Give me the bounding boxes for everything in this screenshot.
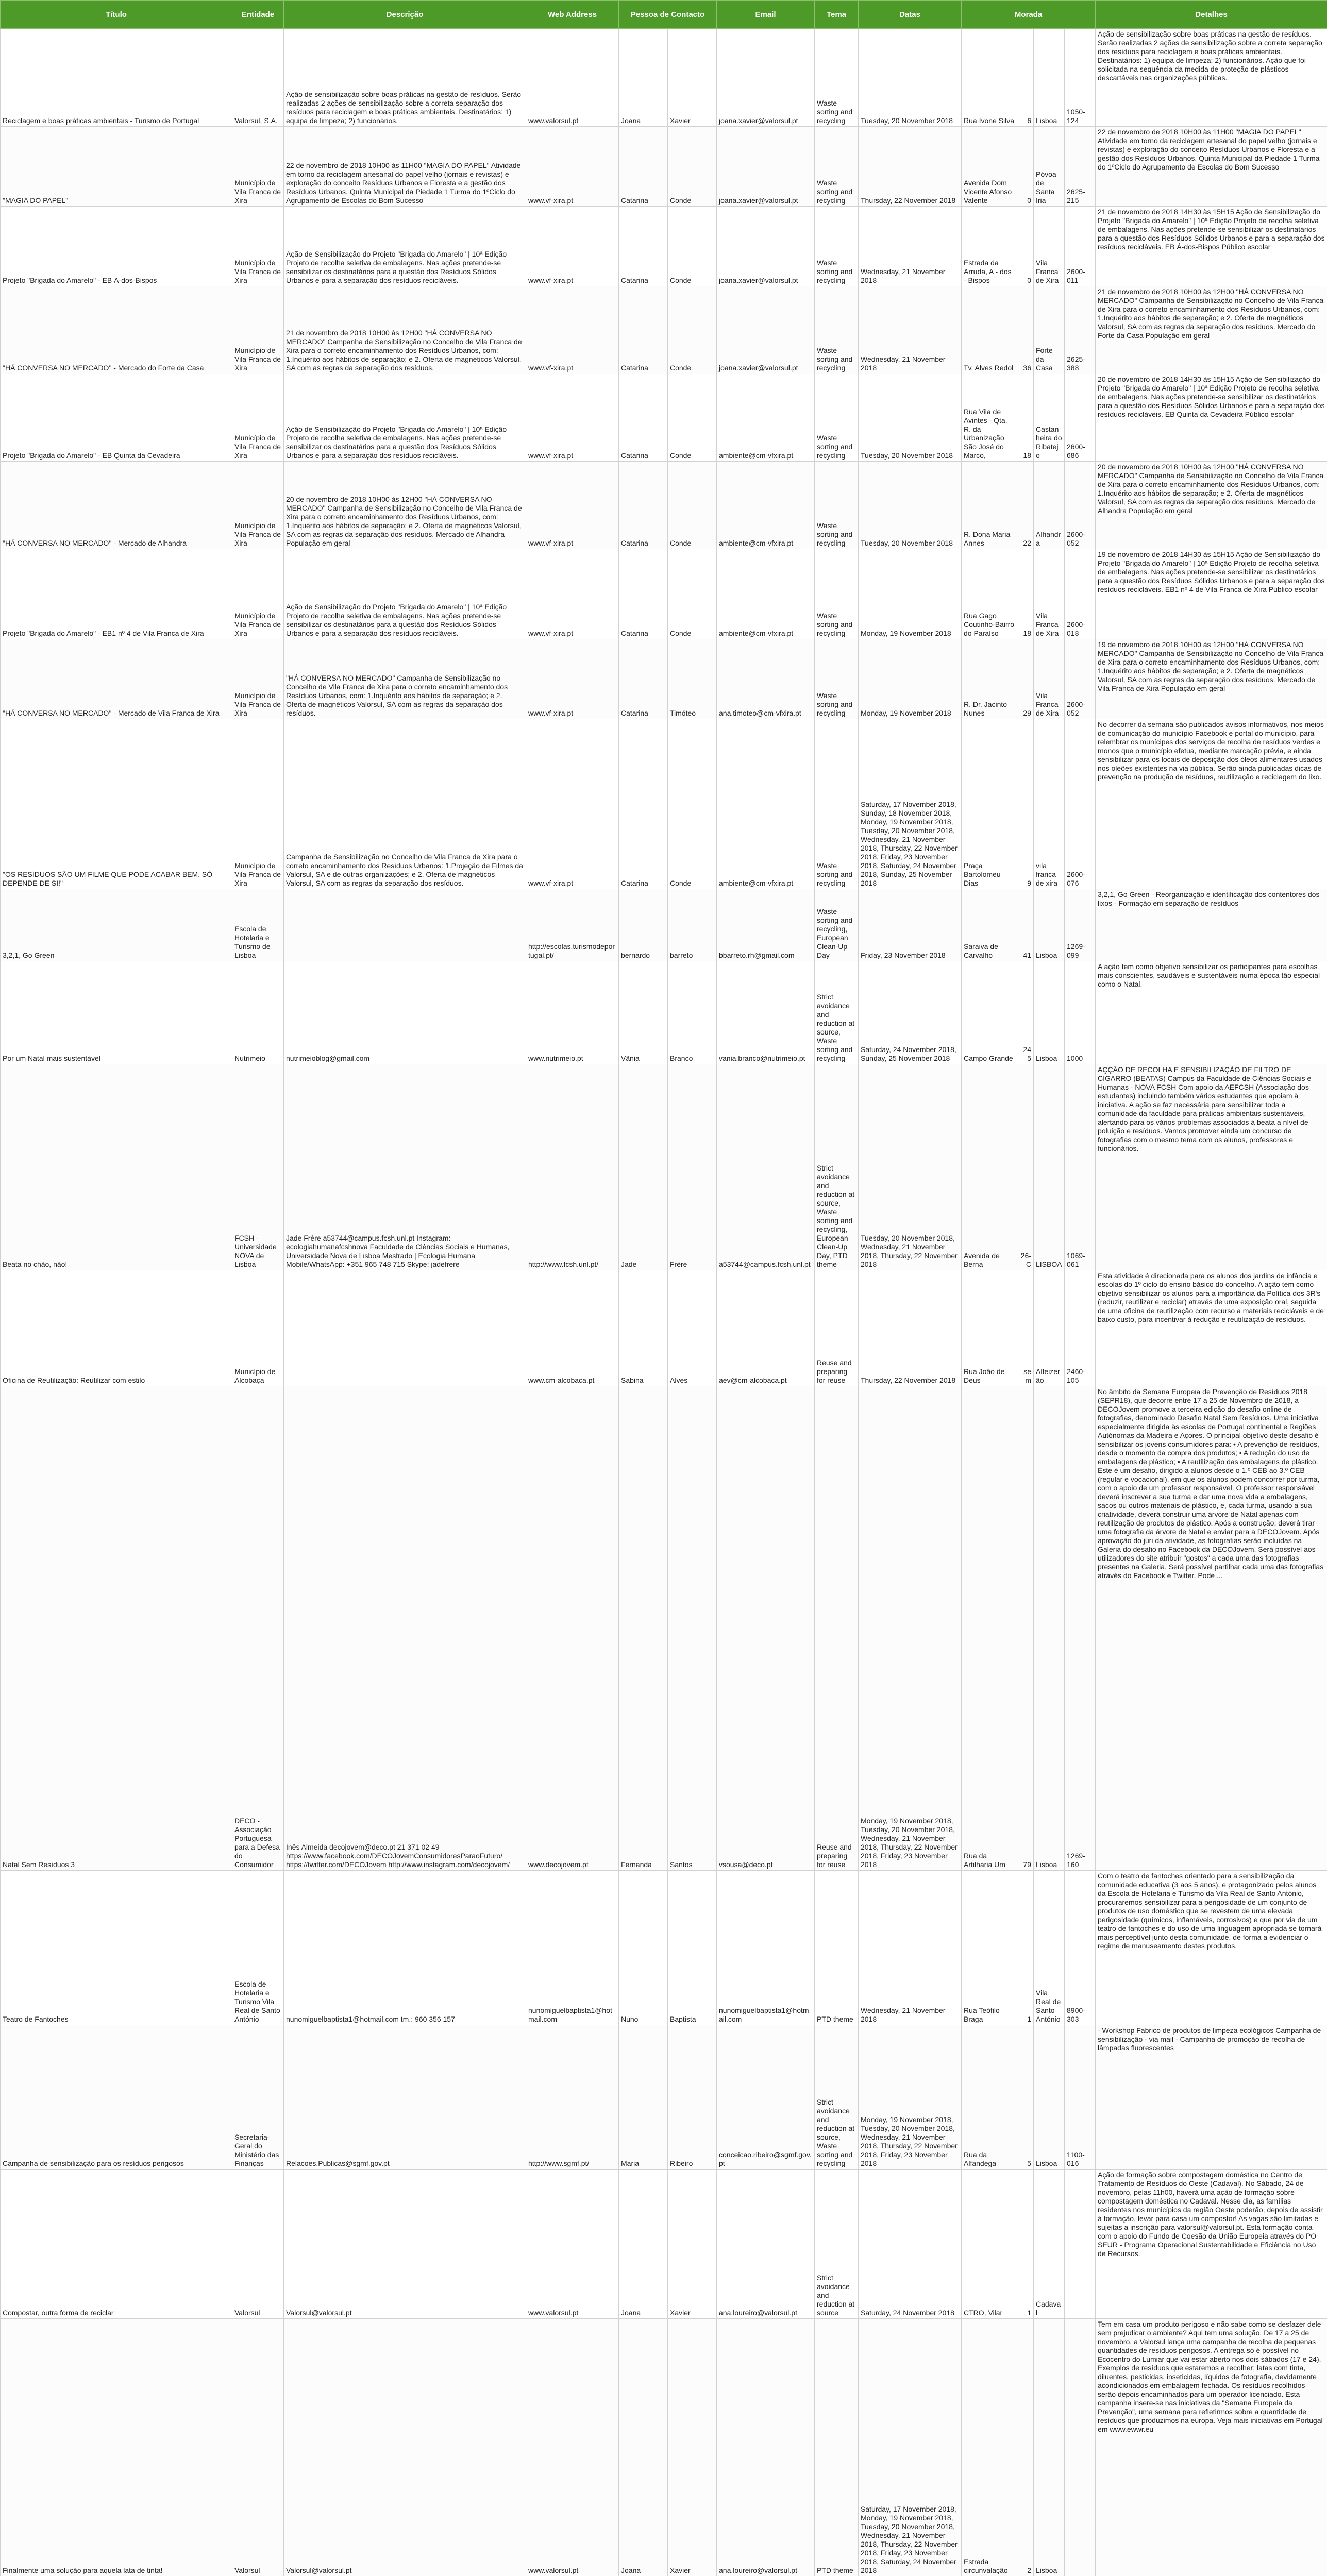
cell-detalhes: Ação de formação sobre compostagem doméstica no Centro de Tratamento de Resíduos do Oeste (Cadaval). No Sábado, 24 de novembro, pelas 11h00, haverá uma ação de formação sobre compostagem doméstica no Cadaval. Nesse dia, as famílias residentes nos municípios da região Oeste poderão, depois de assistir à formação, levar para casa um compostor! As vagas são limitadas e sujeitas a inscrição para valorsul@valorsul.pt. Esta formação conta com o apoio do Fundo de Coesão da União Europeia através do PO SEUR - Programa Operacional Sustentabilidade e Eficiência no Uso de Recursos. (1096, 2170, 1327, 2319)
cell-localidade: Cadaval (1034, 2170, 1065, 2319)
cell-detalhes: 20 de novembro de 2018 14H30 às 15H15 Ação de Sensibilização do Projeto "Brigada do Amarelo" | 10ª Edição Projeto de recolha seletiva de embalagens. Nas ações pretende-se sensibilizar os destinatários para a questão dos Resíduos Sólidos Urbanos e para a separação dos resíduos recicláveis. EB Quinta da Cevadeira Público escolar (1096, 374, 1327, 462)
cell-localidade: Alfeizerão (1034, 1270, 1065, 1386)
cell-rua: Avenida Dom Vicente Afonso Valente (962, 127, 1018, 207)
cell-email: ambiente@cm-vfxira.pt (717, 719, 815, 889)
header-descricao: Descrição (284, 1, 526, 29)
cell-codigo-postal: 2600-018 (1065, 549, 1096, 639)
cell-descricao: Valorsul@valorsul.pt (284, 2170, 526, 2319)
table-row (1, 1871, 1327, 2025)
cell-entidade: Município de Vila Franca de Xira (232, 549, 284, 639)
cell-email: ana.timoteo@cm-vfxira.pt (717, 639, 815, 719)
cell-datas: Wednesday, 21 November 2018 (859, 1871, 962, 2025)
cell-entidade: Valorsul, S.A. (232, 29, 284, 127)
cell-codigo-postal: 1269-099 (1065, 889, 1096, 961)
cell-localidade: Vila Franca de Xira (1034, 639, 1065, 719)
cell-numero: 9 (1018, 719, 1034, 889)
cell-contact-last: Conde (668, 374, 717, 462)
cell-contact-first: Maria (619, 2025, 668, 2170)
cell-descricao: Jade Frère a53744@campus.fcsh.unl.pt Instagram: ecologiahumanafcshnova Faculdade de Ciências Sociais e Humanas, Universidade Nova de Lisboa Mestrado | Ecologia Humana Mobile/WhatsApp: +351 965 748 715 Skype: jadefrere (284, 1064, 526, 1270)
cell-datas: Thursday, 22 November 2018 (859, 1270, 962, 1386)
cell-datas: Tuesday, 20 November 2018 (859, 29, 962, 127)
cell-titulo: Finalmente uma solução para aquela lata de tinta! (1, 2319, 232, 2576)
cell-email: a53744@campus.fcsh.unl.pt (717, 1064, 815, 1270)
cell-email: ambiente@cm-vfxira.pt (717, 462, 815, 549)
cell-titulo: "HÁ CONVERSA NO MERCADO" - Mercado de Vila Franca de Xira (1, 639, 232, 719)
cell-numero: 0 (1018, 207, 1034, 286)
cell-datas: Monday, 19 November 2018, Tuesday, 20 November 2018, Wednesday, 21 November 2018, Thursday, 22 November 2018, Friday, 23 November 2018 (859, 1386, 962, 1871)
cell-descricao: nunomiguelbaptista1@hotmail.com tm.: 960 356 157 (284, 1871, 526, 2025)
table-row (1, 2170, 1327, 2319)
cell-rua: Avenida de Berna (962, 1064, 1018, 1270)
cell-email: joana.xavier@valorsul.pt (717, 286, 815, 374)
cell-entidade: Nutrimeio (232, 961, 284, 1064)
cell-descricao: 21 de novembro de 2018 10H00 às 12H00 "HÁ CONVERSA NO MERCADO" Campanha de Sensibilização no Concelho de Vila Franca de Xira para o correto encaminhamento dos Resíduos Urbanos, com: 1.Inquérito aos hábitos de separação; e 2. Oferta de magnéticos Valorsul, SA com as regras da separação dos resíduos. (284, 286, 526, 374)
cell-codigo-postal: 2600-686 (1065, 374, 1096, 462)
cell-contact-first: Catarina (619, 127, 668, 207)
cell-contact-last: Conde (668, 462, 717, 549)
cell-entidade: FCSH - Universidade NOVA de Lisboa (232, 1064, 284, 1270)
cell-tema: Waste sorting and recycling (815, 29, 859, 127)
header-row (1, 1, 1327, 29)
cell-tema: Waste sorting and recycling (815, 374, 859, 462)
cell-localidade: Alhandra (1034, 462, 1065, 549)
cell-contact-last: Frère (668, 1064, 717, 1270)
cell-email: vania.branco@nutrimeio.pt (717, 961, 815, 1064)
cell-datas: Tuesday, 20 November 2018 (859, 462, 962, 549)
cell-web: www.valorsul.pt (526, 29, 619, 127)
cell-titulo: Projeto "Brigada do Amarelo" - EB1 nº 4 de Vila Franca de Xira (1, 549, 232, 639)
cell-descricao: Ação de Sensibilização do Projeto "Brigada do Amarelo" | 10ª Edição Projeto de recolha seletiva de embalagens. Nas ações pretende-se sensibilizar os destinatários para a questão dos Resíduos Sólidos Urbanos e para a separação dos resíduos recicláveis. (284, 549, 526, 639)
cell-email: joana.xavier@valorsul.pt (717, 29, 815, 127)
cell-email: vsousa@deco.pt (717, 1386, 815, 1871)
cell-entidade: Secretaria-Geral do Ministério das Finanças (232, 2025, 284, 2170)
cell-titulo: "MAGIA DO PAPEL" (1, 127, 232, 207)
cell-email: joana.xavier@valorsul.pt (717, 207, 815, 286)
table-row (1, 1386, 1327, 1871)
cell-titulo: Beata no chão, não! (1, 1064, 232, 1270)
cell-tema: PTD theme (815, 2319, 859, 2576)
header-datas: Datas (859, 1, 962, 29)
cell-codigo-postal: 2600-076 (1065, 719, 1096, 889)
cell-web: www.vf-xira.pt (526, 549, 619, 639)
cell-entidade: Município de Vila Franca de Xira (232, 639, 284, 719)
cell-codigo-postal (1065, 2319, 1096, 2576)
cell-web: http://www.fcsh.unl.pt/ (526, 1064, 619, 1270)
cell-web: www.vf-xira.pt (526, 719, 619, 889)
cell-codigo-postal (1065, 2170, 1096, 2319)
cell-datas: Wednesday, 21 November 2018 (859, 207, 962, 286)
cell-numero: 29 (1018, 639, 1034, 719)
cell-datas: Friday, 23 November 2018 (859, 889, 962, 961)
cell-numero: 18 (1018, 549, 1034, 639)
table-row (1, 127, 1327, 207)
cell-contact-first: bernardo (619, 889, 668, 961)
table-row (1, 961, 1327, 1064)
cell-tema: PTD theme (815, 1871, 859, 2025)
cell-tema: Strict avoidance and reduction at source, Waste sorting and recycling (815, 961, 859, 1064)
cell-rua: Estrada circunvalação (962, 2319, 1018, 2576)
cell-numero: 1 (1018, 1871, 1034, 2025)
cell-codigo-postal: 8900-303 (1065, 1871, 1096, 2025)
cell-descricao: 20 de novembro de 2018 10H00 às 12H00 "HÁ CONVERSA NO MERCADO" Campanha de Sensibilização no Concelho de Vila Franca de Xira para o correto encaminhamento dos Resíduos Urbanos, com: 1.Inquérito aos hábitos de separação; e 2. Oferta de magnéticos Valorsul, SA com as regras da separação dos resíduos. Mercado de Alhandra População em geral (284, 462, 526, 549)
cell-contact-last: Timóteo (668, 639, 717, 719)
cell-contact-first: Catarina (619, 207, 668, 286)
cell-contact-first: Nuno (619, 1871, 668, 2025)
cell-localidade: Lisboa (1034, 889, 1065, 961)
cell-contact-first: Vânia (619, 961, 668, 1064)
cell-contact-first: Catarina (619, 374, 668, 462)
cell-datas: Monday, 19 November 2018, Tuesday, 20 November 2018, Wednesday, 21 November 2018, Thursday, 22 November 2018, Friday, 23 November 2018 (859, 2025, 962, 2170)
cell-entidade: Escola de Hotelaria e Turismo de Lisboa (232, 889, 284, 961)
cell-entidade: Valorsul (232, 2170, 284, 2319)
cell-descricao: Ação de sensibilização sobre boas práticas na gestão de resíduos. Serão realizadas 2 ações de sensibilização sobre a correta separação dos resíduos para reciclagem e boas práticas ambientais. Destinatários: 1) equipa de limpeza; 2) funcionários. (284, 29, 526, 127)
cell-contact-last: Conde (668, 286, 717, 374)
cell-rua: Rua João de Deus (962, 1270, 1018, 1386)
cell-rua: Rua Ivone Silva (962, 29, 1018, 127)
cell-datas: Thursday, 22 November 2018 (859, 127, 962, 207)
table-row (1, 1064, 1327, 1270)
cell-web: www.vf-xira.pt (526, 639, 619, 719)
cell-web: www.vf-xira.pt (526, 127, 619, 207)
cell-tema: Waste sorting and recycling (815, 549, 859, 639)
cell-descricao: Campanha de Sensibilização no Concelho de Vila Franca de Xira para o correto encaminhamento dos Resíduos Urbanos: 1.Projeção de Filmes da Valorsul, SA e de outras organizações; e 2. Oferta de magnéticos Valorsul, SA com as regras da separação dos resíduos. (284, 719, 526, 889)
table-row (1, 29, 1327, 127)
cell-descricao: Relacoes.Publicas@sgmf.gov.pt (284, 2025, 526, 2170)
cell-datas: Saturday, 24 November 2018, Sunday, 25 November 2018 (859, 961, 962, 1064)
table-row (1, 639, 1327, 719)
table-row (1, 889, 1327, 961)
cell-web: www.valorsul.pt (526, 2170, 619, 2319)
cell-rua: Rua Gago Coutinho-Bairro do Paraíso (962, 549, 1018, 639)
cell-web: www.vf-xira.pt (526, 207, 619, 286)
cell-titulo: Por um Natal mais sustentável (1, 961, 232, 1064)
cell-codigo-postal: 1050-124 (1065, 29, 1096, 127)
cell-contact-first: Joana (619, 2319, 668, 2576)
cell-entidade: Município de Vila Franca de Xira (232, 719, 284, 889)
cell-contact-first: Joana (619, 2170, 668, 2319)
header-email: Email (717, 1, 815, 29)
cell-datas: Monday, 19 November 2018 (859, 549, 962, 639)
cell-tema: Waste sorting and recycling (815, 127, 859, 207)
cell-email: ambiente@cm-vfxira.pt (717, 374, 815, 462)
cell-web: www.valorsul.pt (526, 2319, 619, 2576)
cell-codigo-postal: 1000 (1065, 961, 1096, 1064)
cell-web: www.decojovem.pt (526, 1386, 619, 1871)
cell-rua: Tv. Alves Redol (962, 286, 1018, 374)
cell-titulo: Compostar, outra forma de reciclar (1, 2170, 232, 2319)
cell-email: aev@cm-alcobaca.pt (717, 1270, 815, 1386)
cell-tema: Waste sorting and recycling, European Clean-Up Day (815, 889, 859, 961)
cell-datas: Saturday, 24 November 2018 (859, 2170, 962, 2319)
cell-detalhes: 21 de novembro de 2018 14H30 às 15H15 Ação de Sensibilização do Projeto "Brigada do Amarelo" | 10ª Edição Projeto de recolha seletiva de embalagens. Nas ações pretende-se sensibilizar os destinatários para a questão dos Resíduos Sólidos Urbanos e para a separação dos resíduos recicláveis. EB Á-dos-Bispos Público escolar (1096, 207, 1327, 286)
cell-numero: 245 (1018, 961, 1034, 1064)
cell-detalhes: AÇÇÃO DE RECOLHA E SENSIBILIZAÇÃO DE FILTRO DE CIGARRO (BEATAS) Campus da Faculdade de Ciências Sociais e Humanas - NOVA FCSH Com apoio da AEFCSH (Associação dos estudantes) incluindo também vários estudantes que apoiam à iniciativa. A ação se faz necessária para sensibilizar toda a comunidade da faculdade para práticas ambientais sustentáveis, alertando para os vários problemas associados à beata a nível de poluição e resíduos. Vamos promover ainda um concurso de fotografias com o mesmo tema com os alunos, professores e funcionários. (1096, 1064, 1327, 1270)
cell-localidade: Vila Franca de Xira (1034, 207, 1065, 286)
cell-numero: 18 (1018, 374, 1034, 462)
cell-tema: Waste sorting and recycling (815, 207, 859, 286)
cell-codigo-postal: 2625-388 (1065, 286, 1096, 374)
cell-entidade: Valorsul (232, 2319, 284, 2576)
cell-tema: Strict avoidance and reduction at source, Waste sorting and recycling (815, 2025, 859, 2170)
cell-tema: Waste sorting and recycling (815, 462, 859, 549)
cell-entidade: Município de Vila Franca de Xira (232, 286, 284, 374)
header-tema: Tema (815, 1, 859, 29)
cell-contact-first: Catarina (619, 719, 668, 889)
cell-codigo-postal: 2625-215 (1065, 127, 1096, 207)
cell-contact-last: Santos (668, 1386, 717, 1871)
cell-numero: 79 (1018, 1386, 1034, 1871)
cell-titulo: Projeto "Brigada do Amarelo" - EB Quinta da Cevadeira (1, 374, 232, 462)
cell-codigo-postal: 1269-160 (1065, 1386, 1096, 1871)
cell-titulo: Teatro de Fantoches (1, 1871, 232, 2025)
cell-contact-first: Catarina (619, 462, 668, 549)
cell-rua: Rua da Alfandega (962, 2025, 1018, 2170)
cell-numero: 26-C (1018, 1064, 1034, 1270)
cell-email: conceicao.ribeiro@sgmf.gov.pt (717, 2025, 815, 2170)
cell-contact-last: Ribeiro (668, 2025, 717, 2170)
cell-localidade: Vila Franca de Xira (1034, 549, 1065, 639)
cell-rua: R. Dona Maria Annes (962, 462, 1018, 549)
cell-titulo: "HÁ CONVERSA NO MERCADO" - Mercado do Forte da Casa (1, 286, 232, 374)
cell-detalhes: No âmbito da Semana Europeia de Prevenção de Resíduos 2018 (SEPR18), que decorre entre 17 a 25 de Novembro de 2018, a DECOJovem promove a terceira edição do desafio online de fotografias, denominado Desafio Natal Sem Resíduos. Uma iniciativa especialmente dirigida às escolas de Portugal continental e Regiões Autónomas da Madeira e Açores. O principal objetivo deste desafio é sensibilizar os jovens consumidores para: • A prevenção de resíduos, desde o momento da compra dos produtos; • A redução do uso de embalagens de plástico; • A reutilização das embalagens de plástico. Este é um desafio, dirigido a alunos desde o 1.º CEB ao 3.º CEB (regular e vocacional), em que os alunos podem concorrer por turma, com o apoio de um professor responsável. O professor responsável deverá inscrever a sua turma e dar uma nova vida a embalagens, sacos ou outros materiais de plástico, e, cada turma, usando a sua criatividade, deverá construir uma árvore de Natal apenas com reutilização de produtos de plástico. Após a construção, deverá tirar uma fotografia da árvore de Natal e enviar para a DECOJovem. Após aprovação do júri da atividade, as fotografias serão incluídas na Galeria do desafio no Facebook da DECOJovem. Será possível aos utilizadores do site atribuir "gostos" a cada uma das fotografias presentes na Galeria. Será possível partilhar cada uma das fotografias através do Facebook e Twitter. Pode ... (1096, 1386, 1327, 1871)
cell-detalhes: 19 de novembro de 2018 10H00 às 12H00 "HÁ CONVERSA NO MERCADO" Campanha de Sensibilização no Concelho de Vila Franca de Xira para o correto encaminhamento dos Resíduos Urbanos, com: 1.Inquérito aos hábitos de separação; e 2. Oferta de magnéticos Valorsul, SA com as regras da separação dos resíduos. Mercado de Vila Franca de Xira População em geral (1096, 639, 1327, 719)
cell-detalhes: 21 de novembro de 2018 10H00 às 12H00 "HÁ CONVERSA NO MERCADO" Campanha de Sensibilização no Concelho de Vila Franca de Xira para o correto encaminhamento dos Resíduos Urbanos, com: 1.Inquérito aos hábitos de separação; e 2. Oferta de magnéticos Valorsul, SA com as regras da separação dos resíduos. Mercado do Forte da Casa População em geral (1096, 286, 1327, 374)
cell-localidade: Lisboa (1034, 961, 1065, 1064)
cell-descricao: Ação de Sensibilização do Projeto "Brigada do Amarelo" | 10ª Edição Projeto de recolha seletiva de embalagens. Nas ações pretende-se sensibilizar os destinatários para a questão dos Resíduos Sólidos Urbanos e para a separação dos resíduos recicláveis. (284, 207, 526, 286)
cell-detalhes: A ação tem como objetivo sensibilizar os participantes para escolhas mais conscientes, saudáveis e sustentáveis numa época tão especial como o Natal. (1096, 961, 1327, 1064)
table-row (1, 207, 1327, 286)
cell-datas: Tuesday, 20 November 2018, Wednesday, 21 November 2018, Thursday, 22 November 2018 (859, 1064, 962, 1270)
cell-rua: Rua da Artilharia Um (962, 1386, 1018, 1871)
cell-rua: Rua Teófilo Braga (962, 1871, 1018, 2025)
cell-localidade: Lisboa (1034, 29, 1065, 127)
cell-rua: Praça Bartolomeu Dias (962, 719, 1018, 889)
cell-tema: Waste sorting and recycling (815, 639, 859, 719)
cell-contact-last: Alves (668, 1270, 717, 1386)
cell-descricao: Inês Almeida decojovem@deco.pt 21 371 02 49 https://www.facebook.com/DECOJovemConsumidoresParaoFuturo/ https://twitter.com/DECOJovem http://www.instagram.com/decojovem/ (284, 1386, 526, 1871)
cell-contact-first: Fernanda (619, 1386, 668, 1871)
cell-contact-first: Catarina (619, 639, 668, 719)
cell-detalhes: 3,2,1, Go Green - Reorganização e identificação dos contentores dos lixos - Formação em separação de resíduos (1096, 889, 1327, 961)
cell-email: ana.loureiro@valorsul.pt (717, 2170, 815, 2319)
cell-detalhes: Ação de sensibilização sobre boas práticas na gestão de resíduos. Serão realizadas 2 ações de sensibilização sobre a correta separação dos resíduos para reciclagem e boas práticas ambientais. Destinatários: 1) equipa de limpeza; 2) funcionários. Ação que foi solicitada na sequência da medida de proteção de plásticos descartáveis nas organizações públicas. (1096, 29, 1327, 127)
cell-web: www.nutrimeio.pt (526, 961, 619, 1064)
cell-numero: 2 (1018, 2319, 1034, 2576)
header-web: Web Address (526, 1, 619, 29)
table-row (1, 2025, 1327, 2170)
cell-descricao: nutrimeioblog@gmail.com (284, 961, 526, 1064)
cell-localidade: LISBOA (1034, 1064, 1065, 1270)
cell-localidade: Lisboa (1034, 2025, 1065, 2170)
cell-contact-last: Conde (668, 719, 717, 889)
cell-datas: Tuesday, 20 November 2018 (859, 374, 962, 462)
cell-detalhes: 22 de novembro de 2018 10H00 às 11H00 "MAGIA DO PAPEL" Atividade em torno da reciclagem artesanal do papel velho (jornais e revistas) e exploração do conceito Resíduos Urbanos e Floresta e a gestão dos Resíduos Urbanos. Quinta Municipal da Piedade 1 Turma do 1ºCiclo do Agrupamento de Escolas do Bom Sucesso (1096, 127, 1327, 207)
cell-contact-last: Xavier (668, 29, 717, 127)
cell-entidade: DECO - Associação Portuguesa para a Defesa do Consumidor (232, 1386, 284, 1871)
cell-codigo-postal: 2600-011 (1065, 207, 1096, 286)
cell-detalhes: Esta atividade é direcionada para os alunos dos jardins de infância e escolas do 1º ciclo do ensino básico do concelho. A ação tem como objetivo sensibilizar os alunos para a importância da Política dos 3R's (reduzir, reutilizar e reciclar) através de uma exposição oral, seguida de uma oficina de reutilização com recurso a materiais recicláveis e de baixo custo, para incentivar à redução e reutilização de resíduos. (1096, 1270, 1327, 1386)
cell-titulo: Oficina de Reutilização: Reutilizar com estilo (1, 1270, 232, 1386)
cell-email: nunomiguelbaptista1@hotmail.com (717, 1871, 815, 2025)
cell-tema: Strict avoidance and reduction at source, Waste sorting and recycling, European Clean-Up Day, PTD theme (815, 1064, 859, 1270)
cell-localidade: Castanheira do Ribatejo (1034, 374, 1065, 462)
cell-numero: 5 (1018, 2025, 1034, 2170)
cell-localidade: Forte da Casa (1034, 286, 1065, 374)
cell-datas: Wednesday, 21 November 2018 (859, 286, 962, 374)
cell-titulo: Campanha de sensibilização para os resíduos perigosos (1, 2025, 232, 2170)
cell-numero: 1 (1018, 2170, 1034, 2319)
cell-tema: Strict avoidance and reduction at source (815, 2170, 859, 2319)
cell-contact-last: Xavier (668, 2319, 717, 2576)
cell-tema: Waste sorting and recycling (815, 719, 859, 889)
header-contacto: Pessoa de Contacto (619, 1, 717, 29)
cell-web: nunomiguelbaptista1@hotmail.com (526, 1871, 619, 2025)
cell-detalhes: 20 de novembro de 2018 10H00 às 12H00 "HÁ CONVERSA NO MERCADO" Campanha de Sensibilização no Concelho de Vila Franca de Xira para o correto encaminhamento dos Resíduos Urbanos, com: 1.Inquérito aos hábitos de separação; e 2. Oferta de magnéticos Valorsul, SA com as regras da separação dos resíduos. Mercado de Alhandra População em geral (1096, 462, 1327, 549)
table-row (1, 462, 1327, 549)
cell-titulo: 3,2,1, Go Green (1, 889, 232, 961)
cell-web: www.vf-xira.pt (526, 374, 619, 462)
cell-numero: 6 (1018, 29, 1034, 127)
cell-tema: Reuse and preparing for reuse (815, 1270, 859, 1386)
cell-web: http://escolas.turismodeportugal.pt/ (526, 889, 619, 961)
cell-contact-first: Catarina (619, 286, 668, 374)
header-titulo: Título (1, 1, 232, 29)
cell-numero: 0 (1018, 127, 1034, 207)
cell-rua: Campo Grande (962, 961, 1018, 1064)
cell-web: www.vf-xira.pt (526, 462, 619, 549)
table-row (1, 286, 1327, 374)
cell-detalhes: 19 de novembro de 2018 14H30 às 15H15 Ação de Sensibilização do Projeto "Brigada do Amarelo" | 10ª Edição Projeto de recolha seletiva de embalagens. Nas ações pretende-se sensibilizar os destinatários para a questão dos Resíduos Sólidos Urbanos e para a separação dos resíduos recicláveis. EB1 nº 4 de Vila Franca de Xira Público escolar (1096, 549, 1327, 639)
cell-contact-last: Branco (668, 961, 717, 1064)
cell-contact-last: Baptista (668, 1871, 717, 2025)
table-row (1, 374, 1327, 462)
cell-entidade: Município de Alcobaça (232, 1270, 284, 1386)
cell-localidade: Lisboa (1034, 2319, 1065, 2576)
cell-email: ana.loureiro@valorsul.pt (717, 2319, 815, 2576)
cell-contact-last: Xavier (668, 2170, 717, 2319)
header-detalhes: Detalhes (1096, 1, 1327, 29)
cell-web: http://www.sgmf.pt/ (526, 2025, 619, 2170)
cell-contact-last: barreto (668, 889, 717, 961)
cell-localidade: Vila Real de Santo António (1034, 1871, 1065, 2025)
cell-descricao: "HÁ CONVERSA NO MERCADO" Campanha de Sensibilização no Concelho de Vila Franca de Xira para o correto encaminhamento dos Resíduos Urbanos, com: 1.Inquérito aos hábitos de separação; e 2. Oferta de magnéticos Valorsul, SA com as regras da separação dos resíduos. (284, 639, 526, 719)
cell-localidade: Póvoa de Santa Iria (1034, 127, 1065, 207)
cell-contact-first: Jade (619, 1064, 668, 1270)
header-entidade: Entidade (232, 1, 284, 29)
cell-detalhes: Com o teatro de fantoches orientado para a sensibilização da comunidade educativa (3 aos 5 anos), e protagonizado pelos alunos da Escola de Hotelaria e Turismo da Vila Real de Santo António, procuraremos sensibilizar para a perigosidade de um conjunto de produtos de uso doméstico que se revestem de uma elevada perigosidade (químicos, inflamáveis, corrosivos) e que por via de um teatro de fantoches e do uso de uma linguagem apropriada se tornará mais perceptível junto desta comunidade, de forma a evidenciar o regime de manuseamento destes produtos. (1096, 1871, 1327, 2025)
cell-web: www.cm-alcobaca.pt (526, 1270, 619, 1386)
cell-tema: Reuse and preparing for reuse (815, 1386, 859, 1871)
cell-email: ambiente@cm-vfxira.pt (717, 549, 815, 639)
cell-codigo-postal: 2600-052 (1065, 639, 1096, 719)
cell-entidade: Município de Vila Franca de Xira (232, 374, 284, 462)
cell-rua: Rua Vila de Avintes - Qta. R. da Urbanização São José do Marco, (962, 374, 1018, 462)
cell-titulo: "OS RESÍDUOS SÃO UM FILME QUE PODE ACABAR BEM. SÓ DEPENDE DE SI!" (1, 719, 232, 889)
cell-numero: 36 (1018, 286, 1034, 374)
cell-rua: CTRO, Vilar (962, 2170, 1018, 2319)
cell-datas: Saturday, 17 November 2018, Sunday, 18 November 2018, Monday, 19 November 2018, Tuesday, 20 November 2018, Wednesday, 21 November 2018, Thursday, 22 November 2018, Friday, 23 November 2018, Saturday, 24 November 2018, Sunday, 25 November 2018 (859, 719, 962, 889)
cell-descricao (284, 889, 526, 961)
cell-detalhes: No decorrer da semana são publicados avisos informativos, nos meios de comunicação do município Facebook e portal do município, para relembrar os munícipes dos serviços de recolha de resíduos verdes e monos que o município efetua, mediante marcação prévia, e ainda sensibilizar para os locais de deposição dos óleos alimentares usados nos oleões existentes na via pública. Serão ainda publicadas dicas de prevenção na produção de resíduos, reutilização e reciclagem do lixo. (1096, 719, 1327, 889)
cell-rua: Estrada da Arruda, A - dos - Bispos (962, 207, 1018, 286)
cell-contact-last: Conde (668, 207, 717, 286)
cell-contact-first: Catarina (619, 549, 668, 639)
cell-numero: se m (1018, 1270, 1034, 1386)
cell-titulo: Natal Sem Resíduos 3 (1, 1386, 232, 1871)
cell-entidade: Escola de Hotelaria e Turismo Vila Real de Santo António (232, 1871, 284, 2025)
cell-codigo-postal: 1100-016 (1065, 2025, 1096, 2170)
cell-contact-first: Sabina (619, 1270, 668, 1386)
cell-datas: Monday, 19 November 2018 (859, 639, 962, 719)
cell-contact-last: Conde (668, 549, 717, 639)
header-morada: Morada (962, 1, 1096, 29)
cell-detalhes: - Workshop Fabrico de produtos de limpeza ecológicos Campanha de sensibilização - via mail - Campanha de promoção de recolha de lâmpadas fluorescentes (1096, 2025, 1327, 2170)
cell-descricao (284, 1270, 526, 1386)
cell-numero: 22 (1018, 462, 1034, 549)
cell-codigo-postal: 1069-061 (1065, 1064, 1096, 1270)
table-row (1, 549, 1327, 639)
cell-rua: Saraiva de Carvalho (962, 889, 1018, 961)
cell-codigo-postal: 2460-105 (1065, 1270, 1096, 1386)
cell-descricao: Valorsul@valorsul.pt (284, 2319, 526, 2576)
cell-email: bbarreto.rh@gmail.com (717, 889, 815, 961)
cell-localidade: vila franca de xira (1034, 719, 1065, 889)
cell-entidade: Município de Vila Franca de Xira (232, 207, 284, 286)
cell-numero: 41 (1018, 889, 1034, 961)
cell-email: joana.xavier@valorsul.pt (717, 127, 815, 207)
cell-entidade: Município de Vila Franca de Xira (232, 462, 284, 549)
cell-codigo-postal: 2600-052 (1065, 462, 1096, 549)
cell-datas: Saturday, 17 November 2018, Monday, 19 November 2018, Tuesday, 20 November 2018, Wednesday, 21 November 2018, Thursday, 22 November 2018, Friday, 23 November 2018, Saturday, 24 November 2018 (859, 2319, 962, 2576)
cell-localidade: Lisboa (1034, 1386, 1065, 1871)
table-row (1, 2319, 1327, 2576)
cell-entidade: Município de Vila Franca de Xira (232, 127, 284, 207)
table-row (1, 719, 1327, 889)
cell-tema: Waste sorting and recycling (815, 286, 859, 374)
cell-titulo: Projeto "Brigada do Amarelo" - EB Á-dos-Bispos (1, 207, 232, 286)
cell-descricao: Ação de Sensibilização do Projeto "Brigada do Amarelo" | 10ª Edição Projeto de recolha seletiva de embalagens. Nas ações pretende-se sensibilizar os destinatários para a questão dos Resíduos Sólidos Urbanos e para a separação dos resíduos recicláveis. (284, 374, 526, 462)
table-row (1, 1270, 1327, 1386)
cell-titulo: "HÁ CONVERSA NO MERCADO" - Mercado de Alhandra (1, 462, 232, 549)
cell-rua: R. Dr. Jacinto Nunes (962, 639, 1018, 719)
cell-web: www.vf-xira.pt (526, 286, 619, 374)
cell-contact-last: Conde (668, 127, 717, 207)
cell-titulo: Reciclagem e boas práticas ambientais - Turismo de Portugal (1, 29, 232, 127)
cell-detalhes: Tem em casa um produto perigoso e não sabe como se desfazer dele sem prejudicar o ambiente? Aqui tem uma solução. De 17 a 25 de novembro, a Valorsul lança uma campanha de recolha de pequenas quantidades de resíduos perigosos. A entrega só é possível no Ecocentro do Lumiar que vai estar aberto nos dois sábados (17 e 24). Exemplos de resíduos que estaremos a recolher: latas com tinta, diluentes, pesticidas, inseticidas, líquidos de fotografia, devidamente acondicionados em embalagem fechada. Os resíduos recolhidos serão depois encaminhados para um operador licenciado. Esta campanha insere-se nas iniciativas da "Semana Europeia da Prevenção", uma semana para refletirmos sobre a quantidade de resíduos que produzimos na europa. Veja mais iniciativas em Portugal em www.ewwr.eu (1096, 2319, 1327, 2576)
cell-descricao: 22 de novembro de 2018 10H00 às 11H00 "MAGIA DO PAPEL" Atividade em torno da reciclagem artesanal do papel velho (jornais e revistas) e exploração do conceito Resíduos Urbanos e Floresta e a gestão dos Resíduos Urbanos. Quinta Municipal da Piedade 1 Turma do 1ºCiclo do Agrupamento de Escolas do Bom Sucesso (284, 127, 526, 207)
cell-contact-first: Joana (619, 29, 668, 127)
